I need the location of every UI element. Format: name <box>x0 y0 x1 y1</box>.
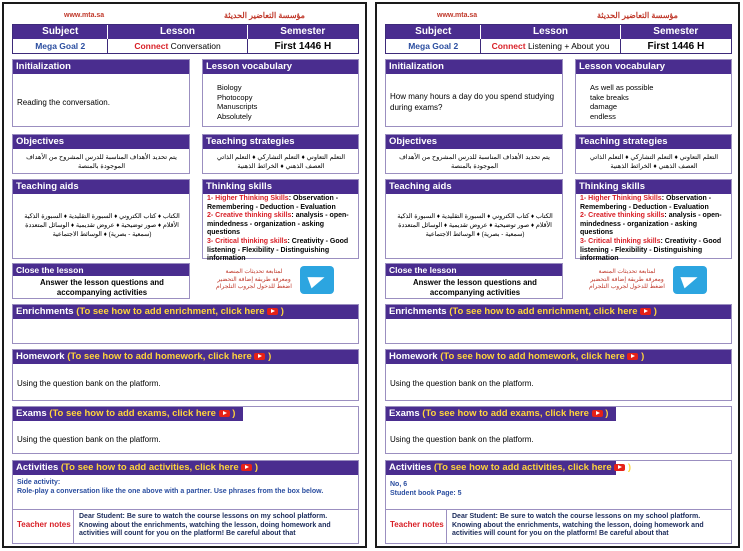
close-lesson-title: Close the lesson <box>13 264 189 276</box>
initialization-box <box>385 59 563 127</box>
teaching-aids-title: Teaching aids <box>13 180 189 194</box>
initialization-title: Initialization <box>13 60 189 74</box>
exams-box <box>385 406 732 454</box>
vocab-item: Absolutely <box>217 111 252 121</box>
homework-title: Homework <box>16 351 65 362</box>
homework-link[interactable]: (To see how to add homework, click here <box>67 351 252 362</box>
teacher-notes-label: Teacher notes <box>17 520 71 529</box>
lesson-value <box>108 39 247 54</box>
telegram-icon[interactable] <box>300 266 334 294</box>
activity-line: Student book Page: 5 <box>390 490 462 497</box>
youtube-icon[interactable] <box>592 410 603 417</box>
strategies-line: العصف الذهني ♦ الخرائط الذهنية <box>610 162 698 170</box>
telegram-caption-line: ومعرفة طريقة إضافة التحضير <box>590 276 664 283</box>
close-lesson-text: Answer the lesson questions and accompanying activities <box>40 278 164 297</box>
subject-header: Subject <box>13 25 108 39</box>
semester-value: First 1446 H <box>647 41 705 52</box>
thinking-skills-box <box>575 179 732 263</box>
enrichments-box <box>12 304 359 344</box>
homework-link-close: ) <box>268 351 272 362</box>
teacher-notes-row <box>13 509 358 543</box>
initialization-text: How many hours a day do you spend studying during exams? <box>390 92 555 112</box>
thinking-skills-text <box>207 195 357 264</box>
exams-bar <box>386 407 616 421</box>
activities-bar <box>386 461 632 475</box>
activity-details <box>17 478 357 496</box>
vocabulary-box <box>202 59 359 127</box>
exams-link[interactable]: (To see how to add exams, click here <box>49 408 216 419</box>
homework-link-close: ) <box>641 351 645 362</box>
aids-line: الكتاب ♦ كتاب الكتروني ♦ السبورة التقليدية ♦ السبورة الذكية <box>24 213 180 220</box>
strategies-title: Teaching strategies <box>576 135 731 149</box>
telegram-caption-line: اضغط للدخول لجروب التلجرام <box>216 284 292 290</box>
lesson-header: Lesson <box>108 25 247 39</box>
vocab-item: As well as possible <box>590 83 654 92</box>
activities-link[interactable]: (To see how to add activities, click here <box>60 462 239 473</box>
higher-thinking-text: : Observation - Remembering - Deduction - Evaluation <box>207 195 339 211</box>
vocabulary-title: Lesson vocabulary <box>576 60 731 74</box>
exams-link-close: ) <box>605 408 609 419</box>
activity-details <box>390 480 730 498</box>
youtube-icon[interactable] <box>219 410 230 417</box>
telegram-caption-line: لمتابعة تحديثات المنصة <box>598 269 656 275</box>
teaching-aids-text <box>390 212 560 239</box>
objectives-title: Objectives <box>386 135 562 149</box>
subject-value: Mega Goal 2 <box>386 39 481 54</box>
higher-thinking-label: 1- Higher Thinking Skills <box>207 195 289 202</box>
enrichments-bar <box>13 305 358 319</box>
teaching-aids-box <box>385 179 563 259</box>
aids-line: الأقلام ♦ صور توضيحية ♦ عروض تقديمية ♦ الوسائل المتعددة <box>25 222 179 229</box>
youtube-icon[interactable] <box>241 464 252 471</box>
lesson-value <box>481 39 620 54</box>
close-lesson-box <box>12 263 190 299</box>
enrichments-title: Enrichments <box>16 306 74 317</box>
teaching-aids-title: Teaching aids <box>386 180 562 194</box>
youtube-icon[interactable] <box>267 308 278 315</box>
telegram-caption <box>575 269 679 292</box>
semester-header: Semester <box>280 26 326 37</box>
exams-box <box>12 406 359 454</box>
strategies-box <box>575 134 732 174</box>
strategies-line: التعلم التعاوني ♦ التعلم التشاركي ♦ التعلم الذاتي <box>217 154 345 161</box>
exams-text: Using the question bank on the platform. <box>390 435 534 444</box>
strategies-box <box>202 134 359 174</box>
strategies-line: العصف الذهني ♦ الخرائط الذهنية <box>237 162 325 170</box>
vocab-item: Biology <box>217 83 242 92</box>
vocab-item: Photocopy <box>217 92 253 102</box>
thinking-skills-title: Thinking skills <box>203 180 358 194</box>
thinking-skills-text <box>580 195 730 264</box>
thinking-skills-title: Thinking skills <box>576 180 731 194</box>
critical-thinking-label: 3- Critical thinking skills <box>580 237 661 245</box>
exams-link[interactable]: (To see how to add exams, click here <box>422 408 589 419</box>
exams-text: Using the question bank on the platform. <box>17 435 161 444</box>
lesson-header-table <box>385 24 732 54</box>
lesson-connect: Connect <box>134 41 169 51</box>
exams-bar <box>13 407 243 421</box>
close-lesson-title: Close the lesson <box>386 264 562 276</box>
activities-box <box>385 460 732 544</box>
youtube-icon[interactable] <box>254 353 265 360</box>
lesson-plan-page-1 <box>2 2 367 548</box>
exams-title: Exams <box>389 408 420 419</box>
lesson-plan-page-2 <box>375 2 740 548</box>
vocabulary-list <box>590 83 653 121</box>
site-url[interactable]: www.mta.sa <box>64 12 105 19</box>
strategies-text <box>580 154 728 171</box>
exams-title: Exams <box>16 408 47 419</box>
initialization-box <box>12 59 190 127</box>
aids-line: (سمعية - بصرية) ♦ الوسائط الاجتماعية <box>425 231 525 238</box>
homework-box <box>385 349 732 401</box>
aids-line: الكتاب ♦ كتاب الكتروني ♦ السبورة التقليدية ♦ السبورة الذكية <box>397 213 553 220</box>
enrichments-link[interactable]: (To see how to add enrichment, click here <box>76 306 265 317</box>
enrichments-title: Enrichments <box>389 306 447 317</box>
objectives-box <box>12 134 190 174</box>
creative-thinking-text: : analysis - open-mindedness - organization - asking questions <box>207 212 349 237</box>
youtube-icon[interactable] <box>640 308 651 315</box>
objectives-title: Objectives <box>13 135 189 149</box>
enrichments-bar <box>386 305 731 319</box>
enrichments-box <box>385 304 732 344</box>
activities-link[interactable]: (To see how to add activities, click here <box>433 462 612 473</box>
creative-thinking-label: 2- Creative thinking skills <box>580 212 665 220</box>
teacher-notes-text: Dear Student: Be sure to watch the course lessons on my school platform. Knowing about the enrichments, watching the lesson, doing homework and activities will count for you on the platform! Be careful about that <box>79 513 331 538</box>
subject-value: Mega Goal 2 <box>13 39 108 54</box>
teacher-notes-text: Dear Student: Be sure to watch the course lessons on my school platform. Knowing about the enrichments, watching the lesson, doing homework and activities will count for you on the platform! Be careful about that <box>452 513 704 538</box>
aids-line: (سمعية - بصرية) ♦ الوسائط الاجتماعية <box>52 231 152 238</box>
strategies-text <box>207 154 355 171</box>
lesson-header: Lesson <box>481 25 620 39</box>
homework-title: Homework <box>389 351 438 362</box>
critical-thinking-text: : Creativity - Good listening - Flexibility - Distinguishing information <box>580 237 722 263</box>
organization-name: مؤسسة التعاضير الحديثة <box>224 11 305 20</box>
vocabulary-list <box>217 83 257 121</box>
exams-link-close: ) <box>232 408 236 419</box>
lesson-name: Conversation <box>168 41 221 51</box>
creative-thinking-label: 2- Creative thinking skills <box>207 212 292 220</box>
subject-header: Subject <box>386 25 481 39</box>
critical-thinking-label: 3- Critical thinking skills <box>207 237 288 245</box>
teacher-notes-label: Teacher notes <box>390 520 444 529</box>
activity-line: No, 6 <box>390 481 408 488</box>
enrichments-link-close: ) <box>653 306 657 317</box>
vocabulary-title: Lesson vocabulary <box>203 60 358 74</box>
initialization-title: Initialization <box>386 60 562 74</box>
lesson-name: Listening + About you <box>525 41 610 51</box>
enrichments-link[interactable]: (To see how to add enrichment, click here <box>449 306 638 317</box>
youtube-icon[interactable] <box>614 464 625 471</box>
vocab-item: damage <box>590 102 618 111</box>
higher-thinking-label: 1- Higher Thinking Skills <box>580 195 662 202</box>
teaching-aids-text <box>17 212 187 239</box>
activities-title: Activities <box>16 462 59 473</box>
higher-thinking-text: : Observation - Remembering - Deduction - Evaluation <box>580 195 712 211</box>
vocab-item: Manuscripts <box>217 102 258 111</box>
vocab-item: endless <box>590 111 616 121</box>
homework-bar <box>386 350 731 364</box>
homework-text: Using the question bank on the platform. <box>17 379 161 388</box>
close-lesson-text: Answer the lesson questions and accompanying activities <box>413 278 537 297</box>
thinking-skills-box <box>202 179 359 263</box>
homework-link[interactable]: (To see how to add homework, click here <box>440 351 625 362</box>
activity-line: Role-play a conversation like the one above with a partner. Use phrases from the box below. <box>17 488 324 495</box>
lesson-header-table <box>12 24 359 54</box>
divider <box>73 510 74 544</box>
telegram-caption <box>202 269 306 292</box>
site-url[interactable]: www.mta.sa <box>437 12 478 19</box>
telegram-caption-line: ومعرفة طريقة إضافة التحضير <box>217 276 291 283</box>
enrichments-link-close: ) <box>280 306 284 317</box>
activities-box <box>12 460 359 544</box>
vocab-item: take breaks <box>590 92 629 102</box>
lesson-connect: Connect <box>491 41 526 51</box>
initialization-text: Reading the conversation. <box>17 98 110 107</box>
semester-value: First 1446 H <box>274 41 332 52</box>
creative-thinking-text: : analysis - open-mindedness - organization - asking questions <box>580 212 722 237</box>
activity-line: Side activity: <box>17 479 61 486</box>
objectives-box <box>385 134 563 174</box>
aids-line: الأقلام ♦ صور توضيحية ♦ عروض تقديمية ♦ الوسائل المتعددة <box>398 222 552 229</box>
strategies-title: Teaching strategies <box>203 135 358 149</box>
strategies-line: التعلم التعاوني ♦ التعلم التشاركي ♦ التعلم الذاتي <box>590 154 718 161</box>
teacher-notes-row <box>386 509 731 543</box>
activities-bar <box>13 461 358 475</box>
teaching-aids-box <box>12 179 190 259</box>
divider <box>446 510 447 544</box>
telegram-caption-line: لمتابعة تحديثات المنصة <box>225 269 283 275</box>
objectives-text: يتم تحديد الأهداف المناسبة للدرس المشروح من الأهداف الموجودة بالمنصة <box>26 154 177 170</box>
objectives-text: يتم تحديد الأهداف المناسبة للدرس المشروح من الأهداف الموجودة بالمنصة <box>399 154 550 170</box>
organization-name: مؤسسة التعاضير الحديثة <box>597 11 678 20</box>
homework-box <box>12 349 359 401</box>
semester-header: Semester <box>653 26 699 37</box>
activities-link-close: ) <box>254 462 259 473</box>
activities-link-close: ) <box>627 462 632 473</box>
critical-thinking-text: : Creativity - Good listening - Flexibility - Distinguishing information <box>207 237 349 263</box>
homework-text: Using the question bank on the platform. <box>390 379 534 388</box>
telegram-caption-line: اضغط للدخول لجروب التلجرام <box>589 284 665 290</box>
activities-title: Activities <box>389 462 432 473</box>
telegram-icon[interactable] <box>673 266 707 294</box>
close-lesson-box <box>385 263 563 299</box>
vocabulary-box <box>575 59 732 127</box>
homework-bar <box>13 350 358 364</box>
youtube-icon[interactable] <box>627 353 638 360</box>
